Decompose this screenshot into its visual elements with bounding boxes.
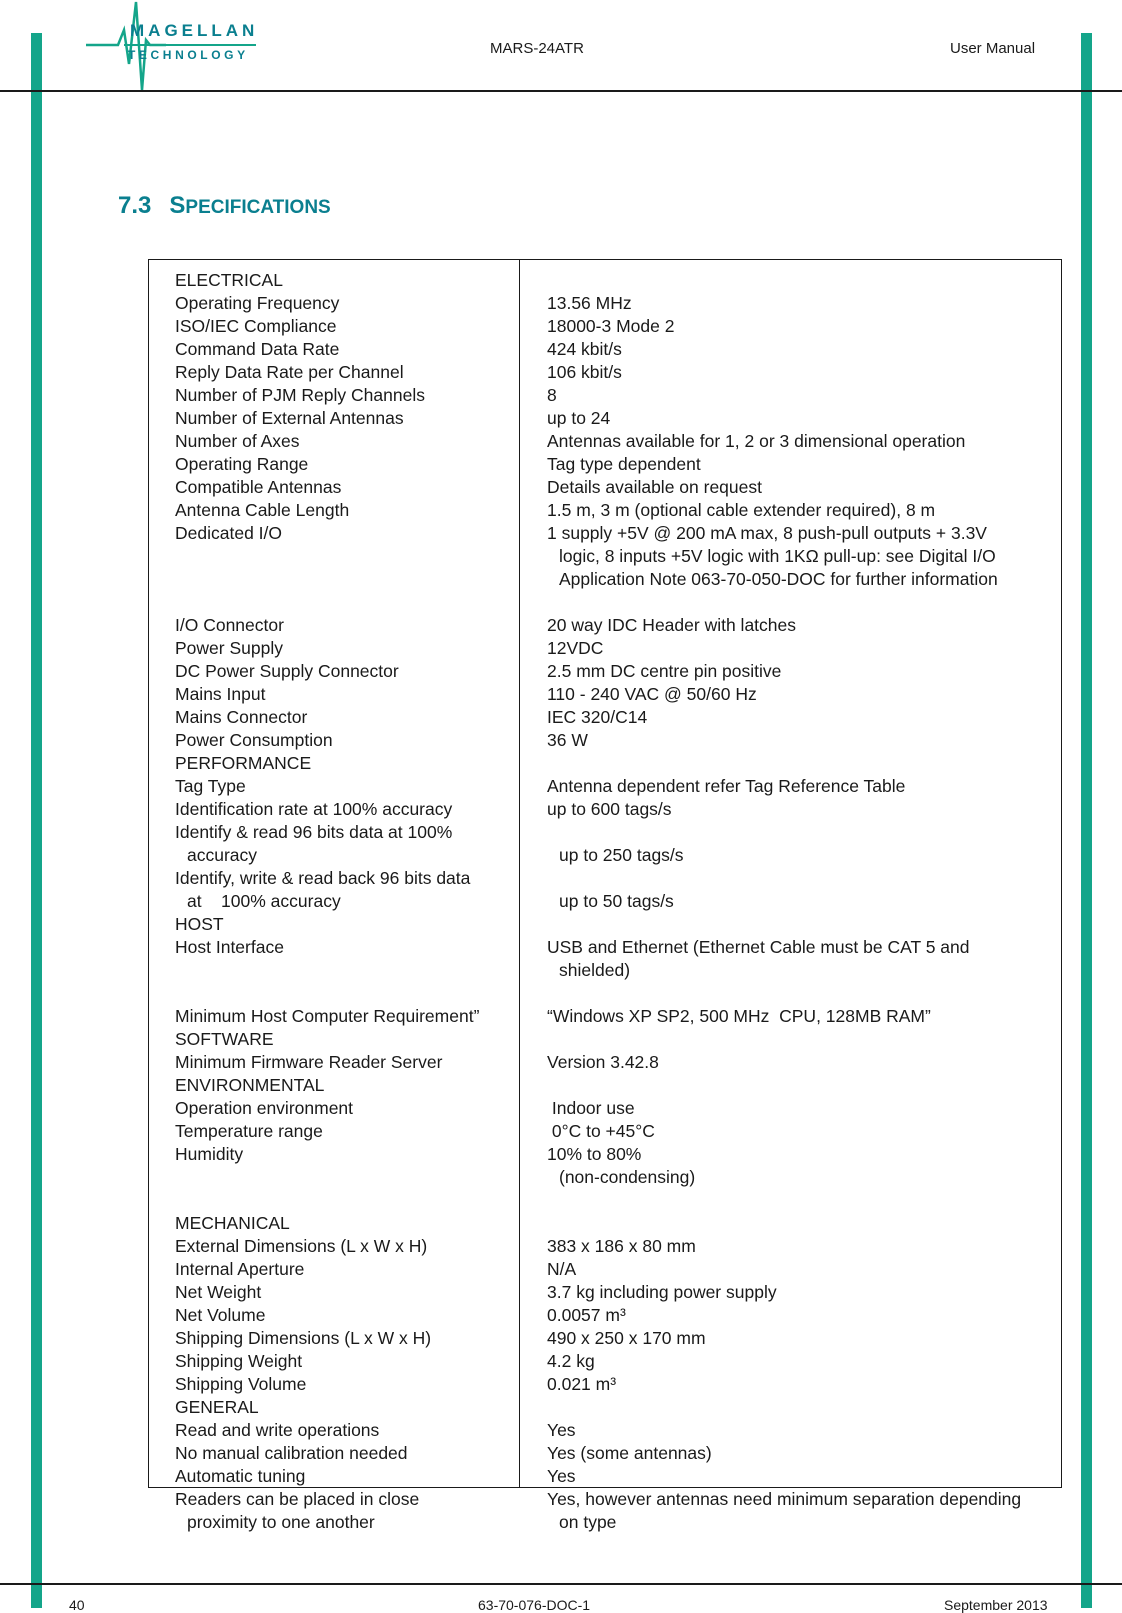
spec-value-line: Yes xyxy=(547,1420,576,1440)
spec-label-line: Shipping Dimensions (L x W x H) xyxy=(175,1328,432,1348)
spec-label-line: Internal Aperture xyxy=(175,1259,305,1279)
spec-value-line: 383 x 186 x 80 mm xyxy=(547,1236,696,1256)
spec-row xyxy=(149,338,1061,361)
spec-label xyxy=(149,775,521,798)
spec-label xyxy=(149,407,521,430)
spec-label xyxy=(149,522,521,591)
spec-row xyxy=(149,315,1061,338)
spec-row xyxy=(149,1442,1061,1465)
spec-value xyxy=(521,499,1061,522)
spec-value-line: IEC 320/C14 xyxy=(547,707,648,727)
spec-label-line: Automatic tuning xyxy=(175,1466,306,1486)
logo-text-technology: TECHNOLOGY xyxy=(128,48,249,62)
spec-label-line: I/O Connector xyxy=(175,615,284,635)
spec-row xyxy=(149,752,1061,775)
spec-value xyxy=(521,1097,1061,1120)
spec-label-line: Temperature range xyxy=(175,1121,323,1141)
header-doc-type: User Manual xyxy=(950,40,1036,57)
spec-value-line: 4.2 kg xyxy=(547,1351,595,1371)
spec-label xyxy=(149,361,521,384)
spec-value-line: Yes xyxy=(547,1466,576,1486)
spec-label xyxy=(149,476,521,499)
spec-label-line: Readers can be placed in close xyxy=(175,1489,420,1509)
spec-label-line: Identify, write & read back 96 bits data xyxy=(175,868,471,888)
spec-value-line: “Windows XP SP2, 500 MHz CPU, 128MB RAM” xyxy=(547,1006,931,1026)
spec-label-line: Dedicated I/O xyxy=(175,523,282,543)
spec-label xyxy=(149,1281,521,1304)
spec-row xyxy=(149,936,1061,982)
spec-row xyxy=(149,1097,1061,1120)
spec-label-line: SOFTWARE xyxy=(175,1029,274,1049)
spec-label xyxy=(149,683,521,706)
spec-label xyxy=(149,338,521,361)
spec-label xyxy=(149,729,521,752)
spec-label-line: Net Weight xyxy=(175,1282,262,1302)
spec-label-line: Shipping Weight xyxy=(175,1351,303,1371)
spec-value xyxy=(521,315,1061,338)
spec-row xyxy=(149,1281,1061,1304)
spec-value xyxy=(521,1028,1061,1051)
spec-row xyxy=(149,1373,1061,1396)
spec-label-line: Minimum Host Computer Requirement” xyxy=(175,1006,480,1026)
spec-value-line: Yes, however antennas need minimum separation depending xyxy=(547,1489,1022,1509)
spec-label-line: Operation environment xyxy=(175,1098,354,1118)
spec-label xyxy=(149,1304,521,1327)
spec-value xyxy=(521,1465,1061,1488)
spec-label xyxy=(149,315,521,338)
spec-label-line: Identify & read 96 bits data at 100% xyxy=(175,822,453,842)
spec-value xyxy=(521,453,1061,476)
spec-row xyxy=(149,660,1061,683)
spec-value xyxy=(521,338,1061,361)
spec-row xyxy=(149,1465,1061,1488)
spec-label-line: Reply Data Rate per Channel xyxy=(175,362,404,382)
spec-value-line: N/A xyxy=(547,1259,577,1279)
spec-label xyxy=(149,1465,521,1488)
footer-date: September 2013 xyxy=(944,1597,1048,1613)
spec-value-line: 36 W xyxy=(547,730,588,750)
spec-value-line: 1 supply +5V @ 200 mA max, 8 push-pull outputs + 3.3V xyxy=(547,523,987,543)
spec-label-line: Identification rate at 100% accuracy xyxy=(175,799,453,819)
spec-row xyxy=(149,1304,1061,1327)
spec-row xyxy=(149,637,1061,660)
spec-value xyxy=(521,1120,1061,1143)
spec-label xyxy=(149,1051,521,1074)
spec-row xyxy=(149,1212,1061,1235)
spec-row xyxy=(149,1488,1061,1534)
footer-rule xyxy=(0,1583,1122,1585)
magellan-logo xyxy=(86,0,276,90)
spec-label-line: GENERAL xyxy=(175,1397,259,1417)
spec-value-line: Yes (some antennas) xyxy=(547,1443,712,1463)
header-rule xyxy=(0,90,1122,92)
spec-value xyxy=(521,1350,1061,1373)
spec-row xyxy=(149,798,1061,821)
spec-value-line: Antennas available for 1, 2 or 3 dimensional operation xyxy=(547,431,966,451)
spec-value xyxy=(521,1258,1061,1281)
spec-value-line xyxy=(547,867,1061,890)
spec-row xyxy=(149,522,1061,591)
spec-label xyxy=(149,453,521,476)
section-title-initial: S xyxy=(169,192,186,219)
spec-label xyxy=(149,430,521,453)
spec-value xyxy=(521,1212,1061,1235)
spec-label xyxy=(149,752,521,775)
spec-label xyxy=(149,1120,521,1143)
spec-value xyxy=(521,1442,1061,1465)
spec-label-line: Command Data Rate xyxy=(175,339,340,359)
spec-row xyxy=(149,1419,1061,1442)
spec-label-line: Number of Axes xyxy=(175,431,300,451)
spec-label-line: Compatible Antennas xyxy=(175,477,342,497)
section-title-rest: PECIFICATIONS xyxy=(185,197,331,218)
spec-label xyxy=(149,384,521,407)
spec-label xyxy=(149,1235,521,1258)
spec-value xyxy=(521,798,1061,821)
spec-label-line: Minimum Firmware Reader Server xyxy=(175,1052,443,1072)
spec-value-line: 1.5 m, 3 m (optional cable extender required), 8 m xyxy=(547,500,936,520)
spec-label-line: External Dimensions (L x W x H) xyxy=(175,1236,428,1256)
spec-label-line: Number of External Antennas xyxy=(175,408,404,428)
spec-label xyxy=(149,1143,521,1189)
spec-value xyxy=(521,1074,1061,1097)
spec-value-line: Antenna dependent refer Tag Reference Table xyxy=(547,776,906,796)
spec-row xyxy=(149,407,1061,430)
spec-row xyxy=(149,683,1061,706)
spec-label xyxy=(149,1097,521,1120)
spec-label-line: Net Volume xyxy=(175,1305,266,1325)
spec-row xyxy=(149,706,1061,729)
spec-label xyxy=(149,1258,521,1281)
spec-label-line: Power Supply xyxy=(175,638,283,658)
spec-label-line: PERFORMANCE xyxy=(175,753,312,773)
spec-row xyxy=(149,614,1061,637)
spec-row xyxy=(149,1235,1061,1258)
spec-value-line: 2.5 mm DC centre pin positive xyxy=(547,661,782,681)
spec-label xyxy=(149,660,521,683)
spec-value xyxy=(521,1051,1061,1074)
spec-value xyxy=(521,361,1061,384)
spec-value-line: 13.56 MHz xyxy=(547,293,632,313)
spec-value-line: shielded) xyxy=(559,960,631,980)
spec-value-line: 10% to 80% xyxy=(547,1144,642,1164)
spec-label xyxy=(149,867,521,913)
spec-label xyxy=(149,614,521,637)
spec-label xyxy=(149,1442,521,1465)
spec-label-line: Operating Frequency xyxy=(175,293,340,313)
spec-value-line: 0°C to +45°C xyxy=(547,1121,655,1141)
spec-row xyxy=(149,476,1061,499)
spec-value-line: 0.0057 m³ xyxy=(547,1305,626,1325)
spec-value xyxy=(521,706,1061,729)
spec-row xyxy=(149,729,1061,752)
spec-row xyxy=(149,913,1061,936)
spec-value xyxy=(521,1373,1061,1396)
spec-value xyxy=(521,1143,1061,1189)
spec-value-line xyxy=(547,821,1061,844)
spec-value xyxy=(521,407,1061,430)
spec-value-line: on type xyxy=(559,1512,617,1532)
spec-value-line: Application Note 063-70-050-DOC for further information xyxy=(559,569,998,589)
spec-value-line: 20 way IDC Header with latches xyxy=(547,615,796,635)
spec-rows xyxy=(149,269,1061,1534)
spec-value-line: up to 50 tags/s xyxy=(559,891,674,911)
spec-label-line: Read and write operations xyxy=(175,1420,380,1440)
spec-row xyxy=(149,453,1061,476)
spec-label-line: HOST xyxy=(175,914,224,934)
spec-row xyxy=(149,1396,1061,1419)
spec-value xyxy=(521,1488,1061,1534)
spec-row xyxy=(149,430,1061,453)
spec-row xyxy=(149,1005,1061,1028)
spec-value xyxy=(521,936,1061,982)
section-number: 7.3 xyxy=(118,192,152,219)
section-title xyxy=(118,192,331,220)
spec-label-line: No manual calibration needed xyxy=(175,1443,408,1463)
spec-value xyxy=(521,867,1061,913)
spec-label xyxy=(149,1005,521,1028)
spec-row xyxy=(149,1327,1061,1350)
spec-value-line: Indoor use xyxy=(547,1098,635,1118)
spec-label xyxy=(149,1350,521,1373)
specifications-table xyxy=(148,259,1062,1532)
spec-label-line: accuracy xyxy=(187,845,258,865)
spec-label xyxy=(149,1488,521,1534)
spec-label-line: ELECTRICAL xyxy=(175,270,283,290)
spec-value xyxy=(521,1005,1061,1028)
spec-value-line: 106 kbit/s xyxy=(547,362,622,382)
spec-value-line: Version 3.42.8 xyxy=(547,1052,659,1072)
spec-row xyxy=(149,1051,1061,1074)
header-product: MARS-24ATR xyxy=(490,40,584,57)
spec-value xyxy=(521,1281,1061,1304)
spec-label-line: ENVIRONMENTAL xyxy=(175,1075,325,1095)
footer-page-number: 40 xyxy=(69,1597,85,1613)
spec-label xyxy=(149,913,521,936)
spec-label xyxy=(149,637,521,660)
spec-value-line: 424 kbit/s xyxy=(547,339,622,359)
spec-value xyxy=(521,269,1061,292)
spec-value-line: up to 250 tags/s xyxy=(559,845,684,865)
spec-label xyxy=(149,269,521,292)
spec-label-line: Host Interface xyxy=(175,937,284,957)
spec-label-line: Mains Input xyxy=(175,684,266,704)
spec-value xyxy=(521,775,1061,798)
spec-row xyxy=(149,1028,1061,1051)
spec-row xyxy=(149,269,1061,292)
spec-label-line: Number of PJM Reply Channels xyxy=(175,385,425,405)
spec-value xyxy=(521,821,1061,867)
spec-label xyxy=(149,1373,521,1396)
spec-label-line: DC Power Supply Connector xyxy=(175,661,399,681)
spec-label-line: Shipping Volume xyxy=(175,1374,307,1394)
spec-label-line: Antenna Cable Length xyxy=(175,500,350,520)
spec-value xyxy=(521,1419,1061,1442)
spec-value xyxy=(521,1396,1061,1419)
spec-label xyxy=(149,798,521,821)
spec-row xyxy=(149,1120,1061,1143)
spec-label xyxy=(149,1074,521,1097)
spec-label-line: Operating Range xyxy=(175,454,309,474)
spec-label xyxy=(149,499,521,522)
spec-value xyxy=(521,660,1061,683)
spec-value xyxy=(521,522,1061,591)
spec-label-line: ISO/IEC Compliance xyxy=(175,316,337,336)
spec-value-line: up to 600 tags/s xyxy=(547,799,672,819)
spec-value xyxy=(521,913,1061,936)
spec-value-line: (non-condensing) xyxy=(559,1167,696,1187)
spec-label-line: proximity to one another xyxy=(187,1512,375,1532)
spec-value-line: USB and Ethernet (Ethernet Cable must be CAT 5 and xyxy=(547,937,970,957)
spec-row xyxy=(149,292,1061,315)
spec-row xyxy=(149,1143,1061,1189)
spec-value-line: 490 x 250 x 170 mm xyxy=(547,1328,706,1348)
spec-value-line: Details available on request xyxy=(547,477,762,497)
right-accent-bar xyxy=(1081,33,1092,1608)
spec-value-line: 8 xyxy=(547,385,557,405)
spec-label-line: at 100% accuracy xyxy=(187,891,341,911)
spec-label-line: MECHANICAL xyxy=(175,1213,290,1233)
spec-value-line: up to 24 xyxy=(547,408,611,428)
spec-label xyxy=(149,1396,521,1419)
left-accent-bar xyxy=(31,33,42,1608)
spec-value xyxy=(521,729,1061,752)
spec-label xyxy=(149,292,521,315)
spec-row xyxy=(149,821,1061,867)
spec-value xyxy=(521,614,1061,637)
spec-label-line: Humidity xyxy=(175,1144,244,1164)
spec-label xyxy=(149,1212,521,1235)
spec-label-line: Mains Connector xyxy=(175,707,308,727)
spec-value xyxy=(521,292,1061,315)
spec-value-line: Tag type dependent xyxy=(547,454,701,474)
logo-text-magellan: MAGELLAN xyxy=(130,21,259,40)
spec-label xyxy=(149,1327,521,1350)
spec-value xyxy=(521,1235,1061,1258)
footer-doc-id: 63-70-076-DOC-1 xyxy=(478,1597,591,1613)
spec-row xyxy=(149,1074,1061,1097)
spec-label xyxy=(149,1419,521,1442)
spec-row xyxy=(149,384,1061,407)
spec-value xyxy=(521,430,1061,453)
spec-row xyxy=(149,361,1061,384)
spec-row xyxy=(149,1350,1061,1373)
spec-value-line: 12VDC xyxy=(547,638,604,658)
spec-value-line: logic, 8 inputs +5V logic with 1KΩ pull-up: see Digital I/O xyxy=(559,546,996,566)
spec-value-line: 0.021 m³ xyxy=(547,1374,617,1394)
spec-value xyxy=(521,1304,1061,1327)
spec-value-line: 110 - 240 VAC @ 50/60 Hz xyxy=(547,684,757,704)
spec-label xyxy=(149,936,521,982)
spec-label xyxy=(149,1028,521,1051)
spec-row xyxy=(149,499,1061,522)
spec-value xyxy=(521,384,1061,407)
spec-row xyxy=(149,867,1061,913)
spec-value xyxy=(521,683,1061,706)
spec-value xyxy=(521,752,1061,775)
spec-label xyxy=(149,706,521,729)
spec-label-line: Power Consumption xyxy=(175,730,333,750)
spec-value xyxy=(521,637,1061,660)
spec-value-line: 3.7 kg including power supply xyxy=(547,1282,777,1302)
spec-row xyxy=(149,1258,1061,1281)
spec-label-line: Tag Type xyxy=(175,776,246,796)
spec-value-line: 18000-3 Mode 2 xyxy=(547,316,675,336)
spec-label xyxy=(149,821,521,867)
spec-value xyxy=(521,1327,1061,1350)
spec-row xyxy=(149,775,1061,798)
spec-value xyxy=(521,476,1061,499)
